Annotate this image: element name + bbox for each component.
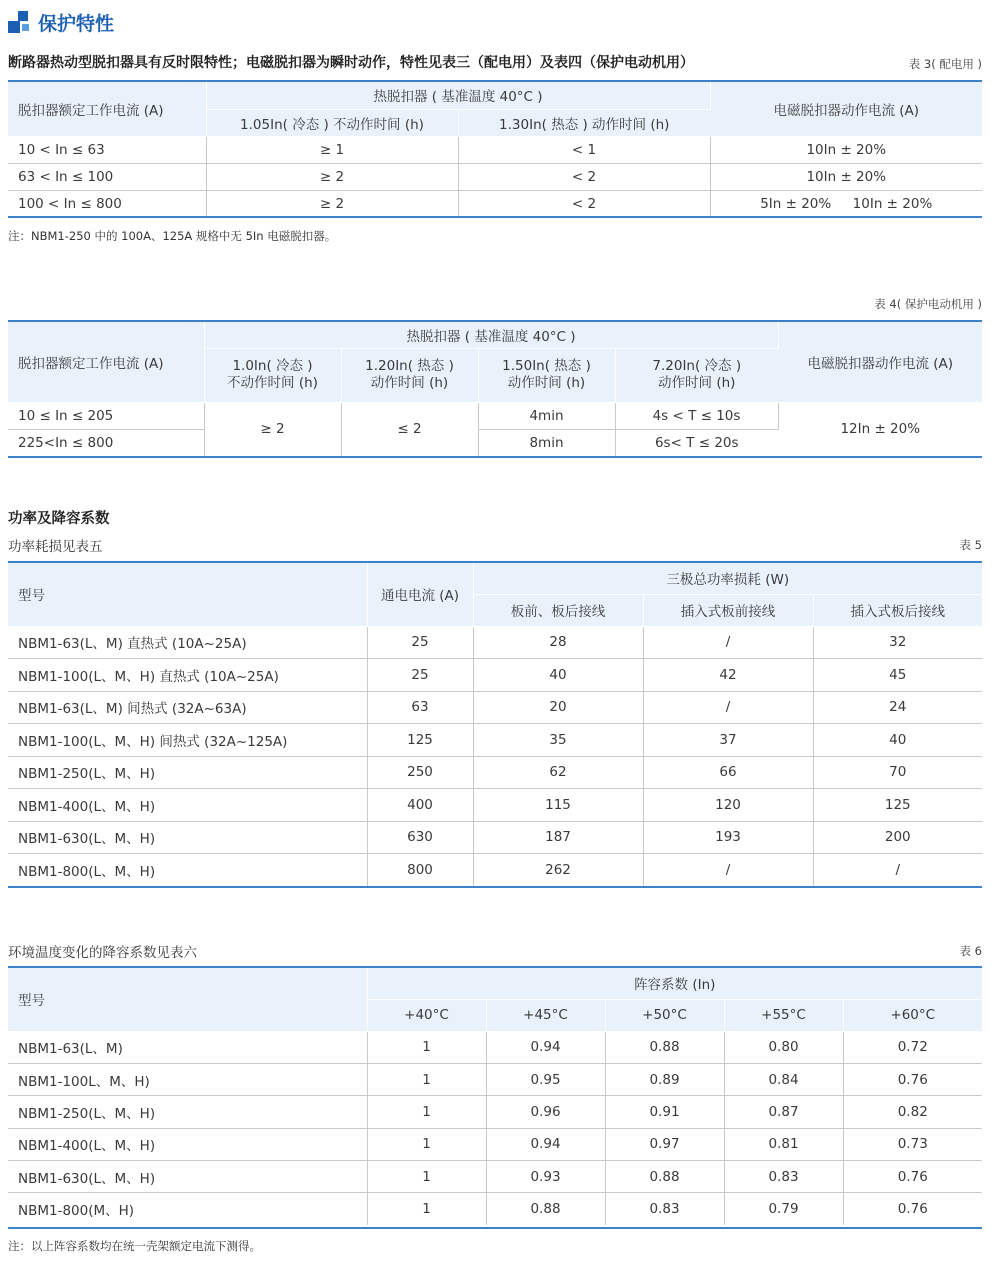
cell: ≥ 2 [206,163,458,190]
t6-col-factor: 阵容系数 (In) [367,968,982,999]
cell: NBM1-400(L、M、H) [8,789,367,822]
table4-tag: 表 4( 保护电动机用 ) [874,297,982,311]
table-4 [8,322,982,457]
t4-col-magnetic: 电磁脱扣器动作电流 (A) [778,322,982,402]
cell: 125 [813,789,982,822]
cell: 37 [643,724,813,757]
cell: 187 [473,821,643,854]
t6-temp-55: +55°C [724,999,843,1031]
cell: 400 [367,789,473,822]
table-row [8,1193,982,1225]
t6-temp-50: +50°C [605,999,724,1031]
cell: 63 < In ≤ 100 [8,163,206,190]
cell: 1 [367,1031,486,1063]
cell: 0.91 [605,1096,724,1128]
cell: 45 [813,659,982,692]
table-row [8,163,982,190]
cell: 0.83 [724,1161,843,1193]
table-row [8,724,982,757]
cell: ≥ 1 [206,136,458,163]
cell: NBM1-630(L、M、H) [8,1161,367,1193]
cell: ≥ 2 [206,190,458,217]
table6-note: 注：以上阵容系数均在统一壳架额定电流下测得。 [8,1239,261,1253]
table-row [8,659,982,692]
cell: 115 [473,789,643,822]
cell: < 2 [458,163,710,190]
cell: < 1 [458,136,710,163]
cell: ≤ 2 [341,402,478,456]
cell: 125 [367,724,473,757]
cell: NBM1-100(L、M、H) 间热式 (32A~125A) [8,724,367,757]
cell: 0.73 [843,1128,982,1160]
cell: 4min [478,402,615,429]
cell: 0.76 [843,1161,982,1193]
cell: 0.88 [605,1031,724,1063]
cell: NBM1-800(L、M、H) [8,854,367,887]
cell: / [895,862,901,878]
cell: 250 [367,756,473,789]
cell: 0.88 [605,1161,724,1193]
t4-sub-d: 7.20In( 冷态 ) 动作时间 (h) [615,348,778,402]
cell: 70 [813,756,982,789]
t4-sub-a: 1.0In( 冷态 ) 不动作时间 (h) [204,348,341,402]
t6-temp-40: +40°C [367,999,486,1031]
cell: 10In ± 20% [710,136,982,163]
cell: 0.87 [724,1096,843,1128]
cell: 200 [813,821,982,854]
t3-col-thermal-a: 1.05In( 冷态 ) 不动作时间 (h) [206,109,458,136]
cell: / [643,854,813,887]
cell: ≥ 2 [204,402,341,456]
power-heading: 功率及降容系数 [8,511,110,527]
cell: 42 [643,659,813,692]
cell: NBM1-63(L、M) 直热式 (10A~25A) [8,626,367,659]
intro-text: 断路器热动型脱扣器具有反时限特性；电磁脱扣器为瞬时动作，特性见表三（配电用）及表四（保护电动机用） [8,55,694,71]
t6-temp-45: +45°C [486,999,605,1031]
section-title: 保护特性 [38,12,115,35]
cell: 66 [643,756,813,789]
cell: 40 [813,724,982,757]
cell: 0.72 [843,1031,982,1063]
t3-col-magnetic: 电磁脱扣器动作电流 (A) [710,82,982,136]
cell: 0.82 [843,1096,982,1128]
table6-tag: 表 6 [959,944,982,958]
cell: NBM1-630(L、M、H) [8,821,367,854]
table6-caption: 环境温度变化的降容系数见表六 [8,945,197,961]
t5-col-b: 插入式板前接线 [643,594,813,626]
cell: 6s< T ≤ 20s [654,434,739,451]
t3-col-current: 脱扣器额定工作电流 (A) [8,82,206,136]
cell: 193 [643,821,813,854]
section-header [8,8,114,36]
table-row [8,1031,982,1063]
cell: 4s < T ≤ 10s [615,402,778,429]
cell: 35 [473,724,643,757]
cell: 0.80 [724,1031,843,1063]
cell: 0.79 [724,1193,843,1225]
t6-col-model: 型号 [8,968,367,1031]
cell: 1 [367,1096,486,1128]
cell: 24 [813,691,982,724]
cell: 0.76 [843,1063,982,1095]
cell: 0.84 [724,1063,843,1095]
cell: < 2 [458,190,710,217]
cell: 25 [367,659,473,692]
cell: 28 [473,626,643,659]
table-row [8,1063,982,1095]
cell: 0.88 [486,1193,605,1225]
cell: 1 [367,1193,486,1225]
t4-col-thermal: 热脱扣器 ( 基准温度 40°C ) [204,322,778,348]
cell: 12In ± 20% [778,402,982,456]
cell: NBM1-400(L、M、H) [8,1128,367,1160]
table-6 [8,968,982,1225]
table-row [8,136,982,163]
cell: 5In ± 20% 10In ± 20% [760,195,933,212]
table-row [8,821,982,854]
cell: 0.95 [486,1063,605,1095]
t6-temp-60: +60°C [843,999,982,1031]
cell: NBM1-250(L、M、H) [8,1096,367,1128]
table-row [8,626,982,659]
table-row [8,854,982,887]
t5-col-c: 插入式板后接线 [813,594,982,626]
cell: 25 [367,626,473,659]
cell: NBM1-250(L、M、H) [8,756,367,789]
t4-col-current: 脱扣器额定工作电流 (A) [8,322,204,402]
cell: 630 [367,821,473,854]
table3-tag: 表 3( 配电用 ) [908,57,982,71]
cell: 100 < In ≤ 800 [8,190,206,217]
cell: NBM1-800(M、H) [8,1193,367,1225]
table-3 [8,82,982,217]
t4-sub-c: 1.50In( 热态 ) 动作时间 (h) [478,348,615,402]
table-row [8,1096,982,1128]
table-row [8,789,982,822]
cell: 20 [473,691,643,724]
cell: NBM1-100(L、M、H) 直热式 (10A~25A) [8,659,367,692]
cell: 10In ± 20% [710,163,982,190]
cell: 0.89 [605,1063,724,1095]
cell: 40 [473,659,643,692]
cell: 1 [367,1128,486,1160]
table-row [8,756,982,789]
table5-caption: 功率耗损见表五 [8,539,103,555]
cell: NBM1-100L、M、H) [8,1063,367,1095]
cell: 1 [367,1063,486,1095]
t5-col-a: 板前、板后接线 [473,594,643,626]
table-5 [8,563,982,886]
cell: 262 [473,854,643,887]
table3-note: 注：NBM1-250 中的 100A、125A 规格中无 5In 电磁脱扣器。 [8,229,337,243]
t5-col-current: 通电电流 (A) [367,563,473,626]
cell: 0.96 [486,1096,605,1128]
cell: 0.81 [724,1128,843,1160]
table5-tag: 表 5 [959,538,982,552]
cell: 225<In ≤ 800 [8,429,204,456]
cell: 62 [473,756,643,789]
table-row [8,1128,982,1160]
table-row [8,190,982,217]
cell: 120 [643,789,813,822]
table-row [8,691,982,724]
t3-col-thermal-b: 1.30In( 热态 ) 动作时间 (h) [458,109,710,136]
blue-squares-icon [8,11,30,33]
cell: 0.94 [486,1128,605,1160]
cell: NBM1-63(L、M) [8,1031,367,1063]
table-row [8,402,982,429]
t3-col-thermal: 热脱扣器 ( 基准温度 40°C ) [206,82,710,109]
t4-sub-b: 1.20In( 热态 ) 动作时间 (h) [341,348,478,402]
cell: 63 [367,691,473,724]
cell: / [643,626,813,659]
cell: 32 [813,626,982,659]
cell: 10 < In ≤ 63 [8,136,206,163]
cell: 800 [367,854,473,887]
t5-col-loss: 三极总功率损耗 (W) [473,563,982,594]
cell: 0.97 [605,1128,724,1160]
t5-col-model: 型号 [8,563,367,626]
cell: 0.76 [897,1201,928,1218]
cell: 8min [478,429,615,456]
cell: NBM1-63(L、M) 间热式 (32A~63A) [8,691,367,724]
cell: 10 ≤ In ≤ 205 [8,402,204,429]
cell: 0.94 [486,1031,605,1063]
cell: 1 [367,1161,486,1193]
cell: 0.93 [486,1161,605,1193]
cell: 0.83 [605,1193,724,1225]
cell: / [643,691,813,724]
table-row [8,1161,982,1193]
